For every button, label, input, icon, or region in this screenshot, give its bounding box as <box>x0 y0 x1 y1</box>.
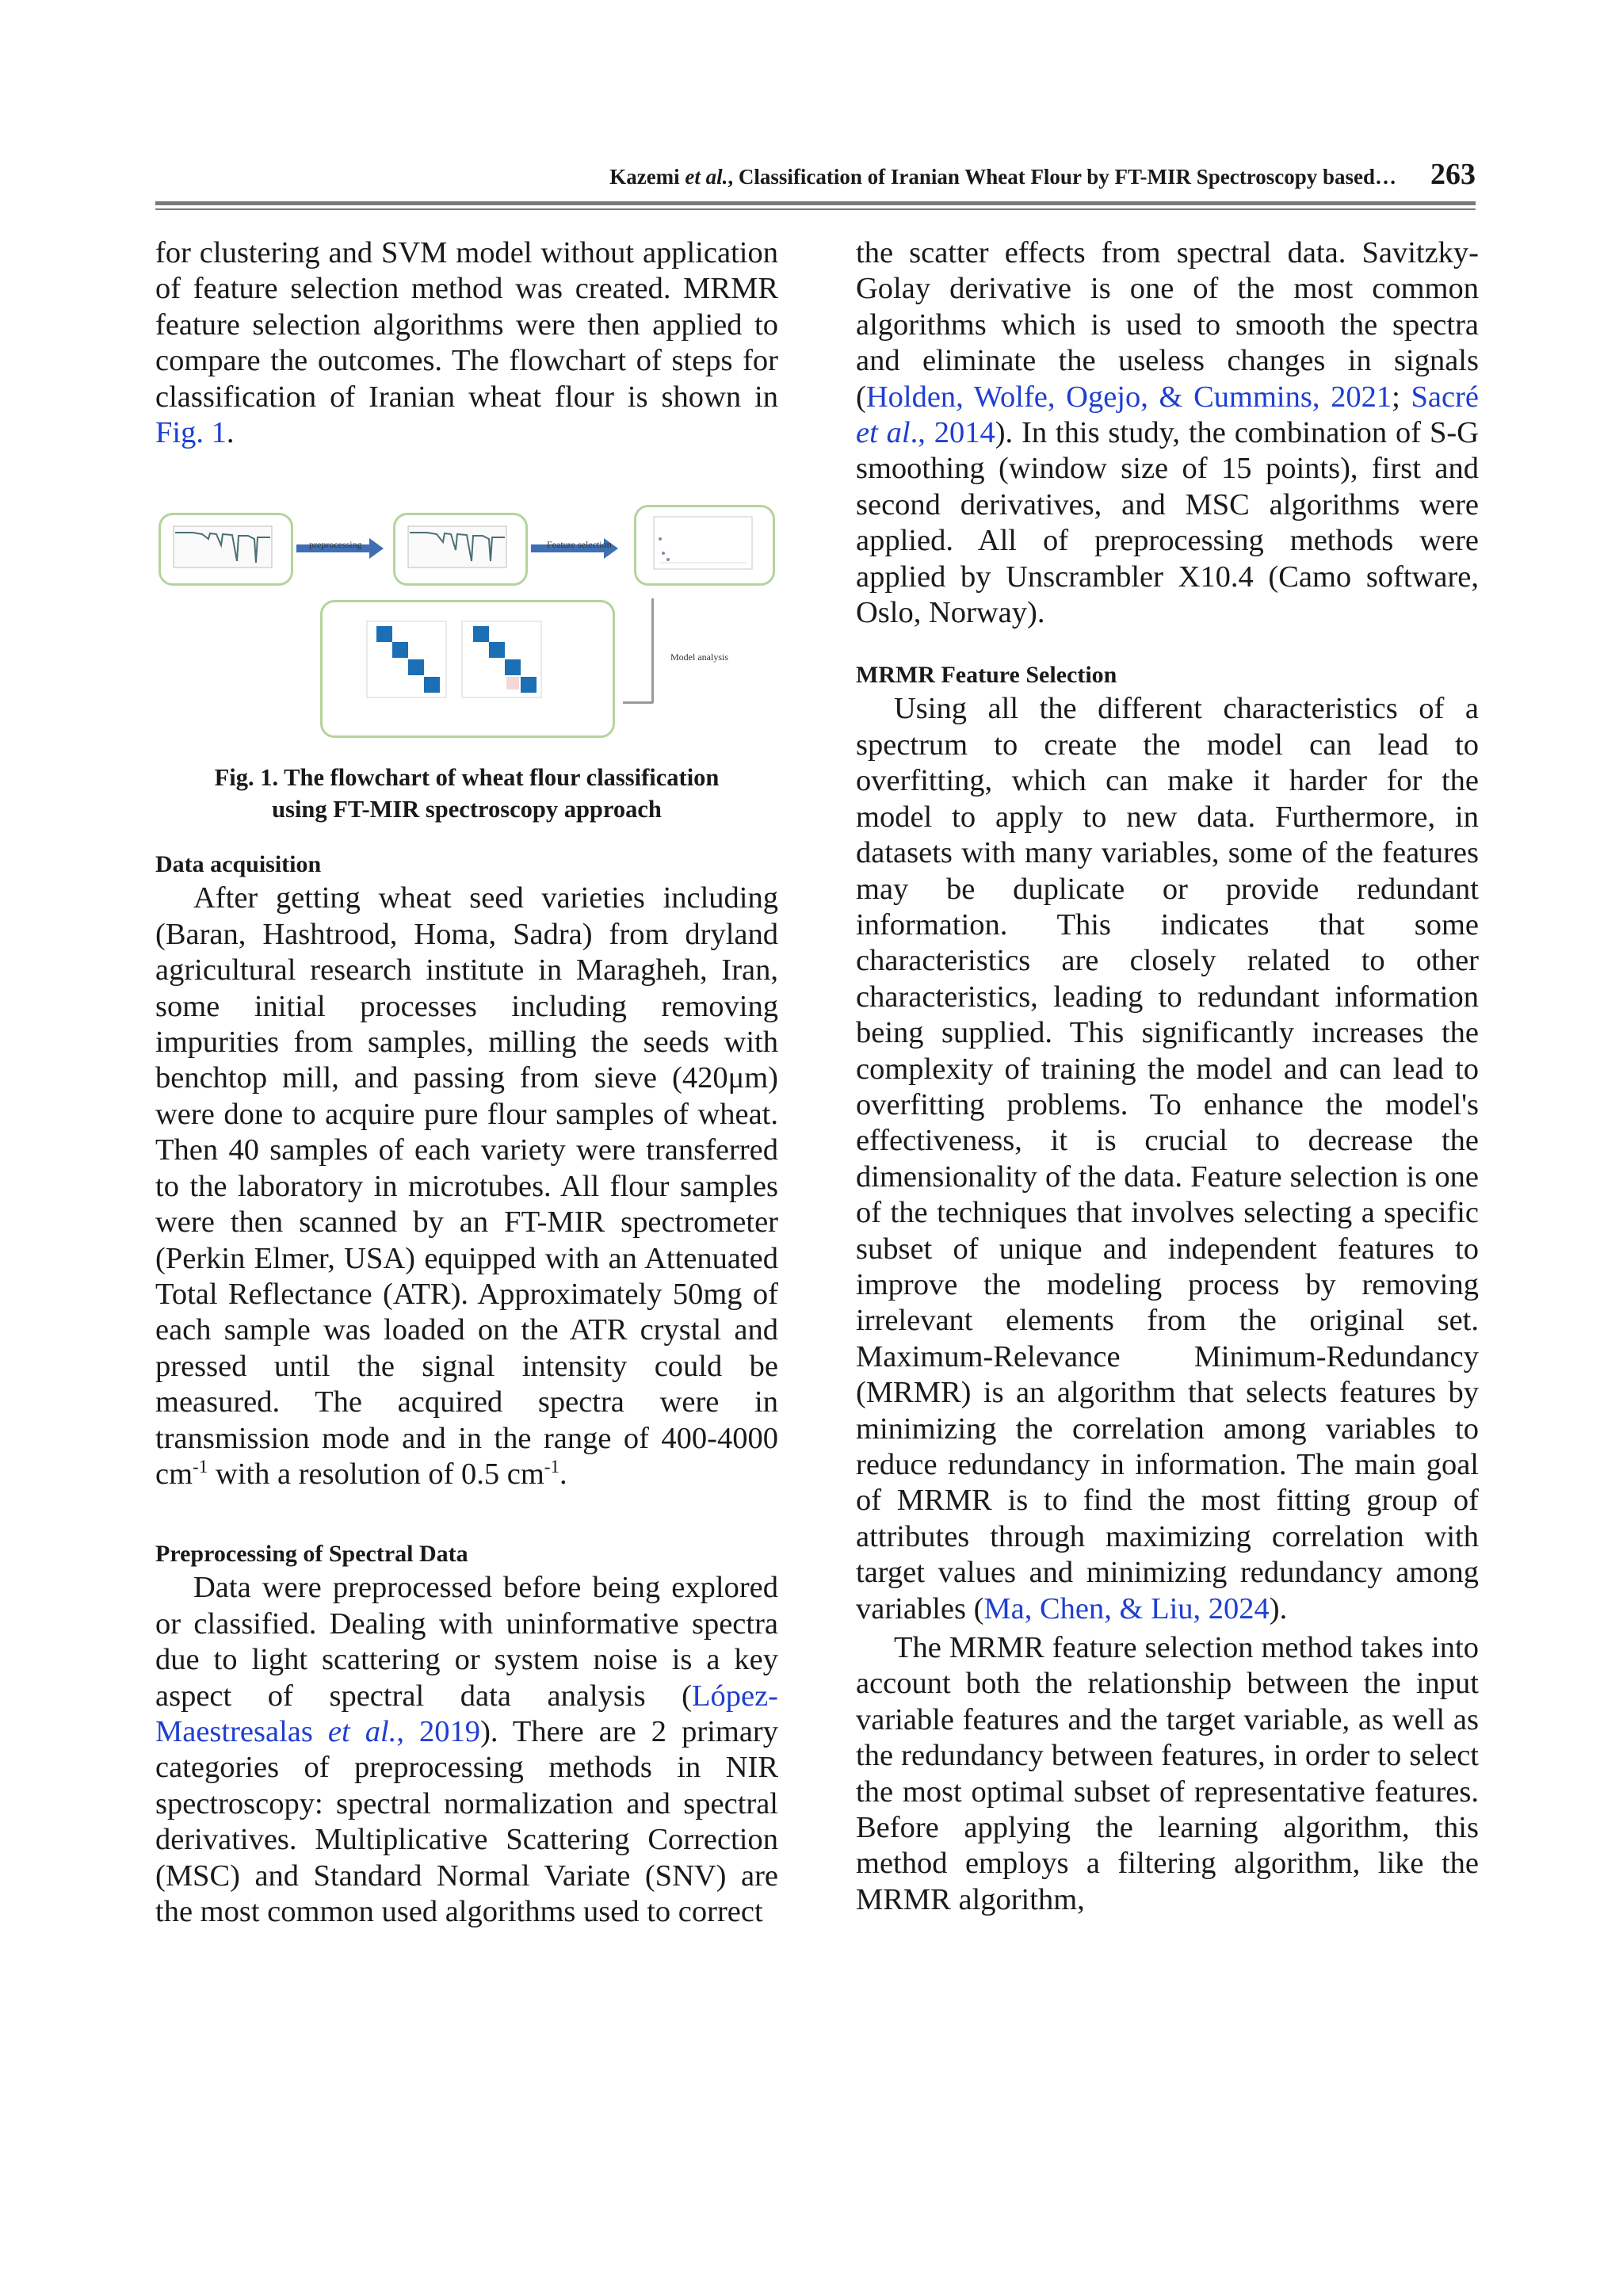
header-rule-thick <box>155 201 1476 205</box>
arrow-left-line <box>623 701 653 704</box>
citation-sacre[interactable]: Sacré et al., 2014 <box>856 380 1479 450</box>
preprocessed-spectra-box <box>393 513 528 586</box>
data-acquisition-paragraph: After getting wheat seed varieties including (Baran, Hashtrood, Homa, Sadra) from dryland agricultural research institute in Maragheh, Iran, some initial processes including removing impurities from samples, milling the seeds with benchtop mill, and passing from sieve (420μm) were done to acquire pure flour samples of wheat. Then 40 samples of each variety were transferred to the laboratory in microtubes. All flour samples were then scanned by an FT-MIR spectrometer (Perkin Elmer, USA) equipped with an Attenuated Total Reflectance (ATR). Approximately 50mg of each sample was loaded on the ATR crystal and pressed until the signal intensity could be measured. The acquired spectra were in transmission mode and in the range of 400-4000 $cm^{-1}$ with a resolution of 0.5 $cm^{-1}$. <box>155 881 778 1491</box>
caption-line-2: using FT-MIR spectroscopy approach <box>272 796 662 823</box>
fig1-link[interactable]: Fig. 1 <box>155 416 227 450</box>
heading-preprocessing: Preprocessing of Spectral Data <box>155 1541 468 1568</box>
raw-spectrum-plot <box>161 515 286 579</box>
mrmr-paragraph-2: The MRMR feature selection method takes into account both the relationship between the input variable features and the target variable, as well as the redundancy between features, in order to select the most optimal subset of representative features. Before applying the learning algorithm, this method employs a filtering algorithm, like the MRMR algorithm, <box>856 1631 1479 1916</box>
header-rule-thin <box>155 208 1476 210</box>
preprocessing-paragraph: Data were preprocessed before being explored or classified. Dealing with uninformative spectra due to light scattering or system noise is a key aspect of spectral data analysis (López-Maestresalas et al., 2019). There are 2 primary categories of preprocessing methods in NIR spectroscopy: spectral normalization and spectral derivatives. Multiplicative Scattering Correction (MSC) and Standard Normal Variate (SNV) are the most common used algorithms used to correct <box>155 1571 779 1928</box>
feature-selection-box <box>634 505 775 586</box>
model-analysis-label: Model analysis <box>670 651 728 663</box>
figure-caption <box>155 762 778 825</box>
arrow-down-line <box>651 598 654 703</box>
citation-lopez[interactable]: López-Maestresalas et al., 2019 <box>155 1679 778 1748</box>
feature-selection-label: Feature selection <box>547 539 612 551</box>
running-title: Kazemi et al., Classification of Iranian Wheat Flour by FT-MIR Spectroscopy based… <box>609 165 1396 189</box>
intro-paragraph: for clustering and SVM model without application of feature selection method was created. MRMR feature selection algorithms were then applied to compare the outcomes. The flowchart of steps for classification of Iranian wheat flour is shown in Fig. 1. <box>155 236 778 450</box>
caption-line-1: Fig. 1. The flowchart of wheat flour classification <box>214 764 720 792</box>
confusion-matrix-plot <box>323 602 608 731</box>
citation-holden[interactable]: Holden, Wolfe, Ogejo, & Cummins, 2021 <box>865 380 1392 414</box>
mrmr-paragraph-1: Using all the different characteristics of a spectrum to create the model can lead to overfitting, which can make it harder for the model to apply to new data. Furthermore, in datasets with many variables, some of the features may be duplicate or provide redundant information. This indicates that some characteristics are closely related to other characteristics, leading to redundant information being supplied. This significantly increases the complexity of training the model and can lead to overfitting problems. To enhance the model's effectiveness, it is crucial to decrease the dimensionality of the data. Feature selection is one of the techniques that involves selecting a specific subset of unique and independent features to improve the modeling process by removing irrelevant elements from the original set. Maximum-Relevance Minimum-Redundancy (MRMR) is an algorithm that selects features by minimizing the correlation among variables to reduce redundancy in information. The main goal of MRMR is to find the most fitting group of attributes through maximizing correlation with target values and minimizing redundancy among variables (Ma, Chen, & Liu, 2024). <box>856 692 1479 1626</box>
preprocessing-label: preprocessing <box>309 539 362 551</box>
running-header <box>155 155 1476 197</box>
continuation-paragraph: the scatter effects from spectral data. Savitzky-Golay derivative is one of the most common algorithms which is used to smooth the spectra and eliminate the useless changes in signals (Holden, Wolfe, Ogejo, & Cummins, 2021; Sacré et al., 2014). In this study, the combination of S-G smoothing (window size of 15 points), first and second derivatives, and MSC algorithms were applied. All of preprocessing methods were applied by Unscrambler X10.4 (Camo software, Oslo, Norway). <box>856 236 1479 630</box>
flowchart-figure <box>155 505 778 735</box>
left-column <box>155 235 778 1930</box>
raw-spectra-box <box>158 513 293 586</box>
heading-data-acquisition: Data acquisition <box>155 851 322 878</box>
confusion-matrix-box <box>320 600 615 738</box>
preprocessed-spectrum-plot <box>395 515 521 579</box>
citation-ma[interactable]: Ma, Chen, & Liu, 2024 <box>983 1591 1270 1626</box>
right-column <box>856 235 1479 1918</box>
heading-mrmr: MRMR Feature Selection <box>856 662 1117 689</box>
page-number: 263 <box>1430 158 1476 191</box>
feature-plot <box>636 507 768 579</box>
